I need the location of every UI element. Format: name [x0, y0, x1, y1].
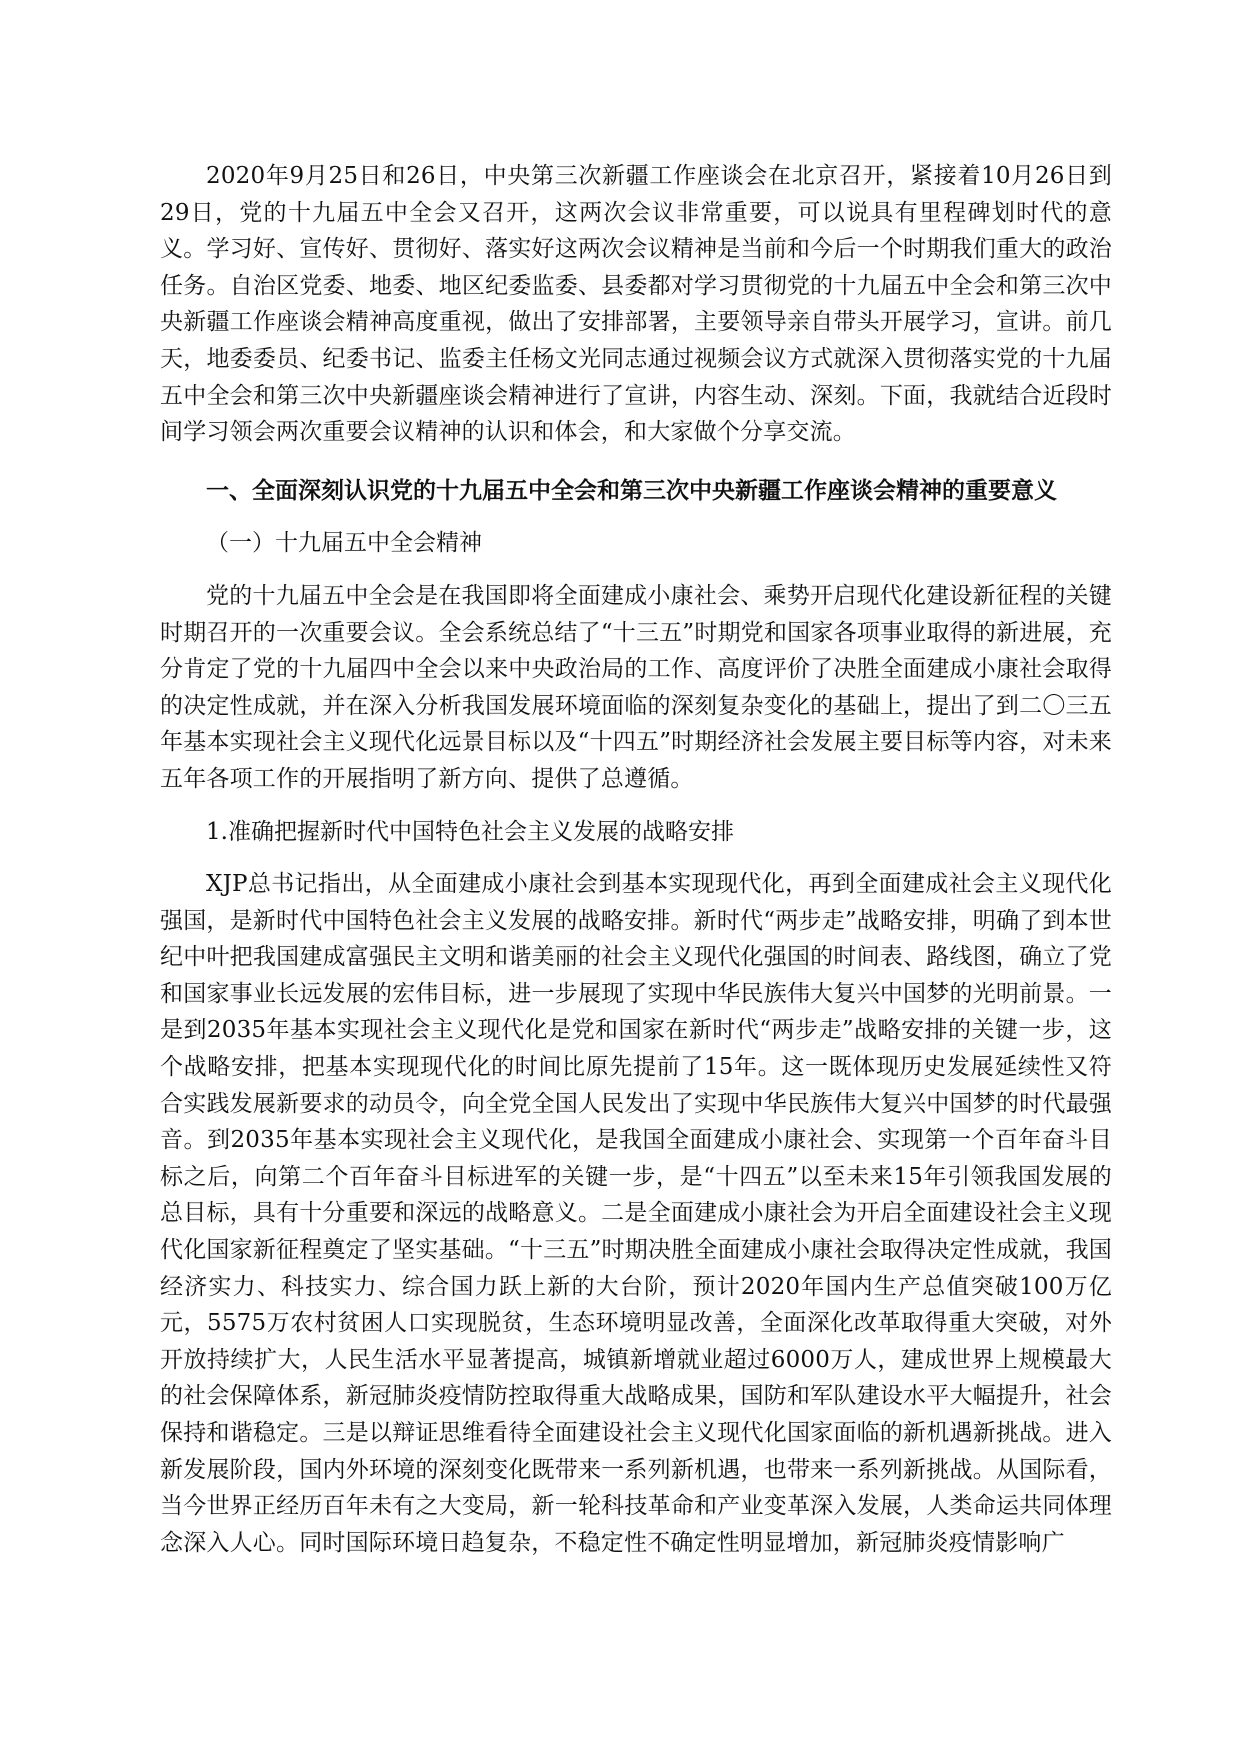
- section-heading-1: 一、全面深刻认识党的十九届五中全会和第三次中央新疆工作座谈会精神的重要意义: [206, 477, 1057, 504]
- body-paragraph-plenum: 党的十九届五中全会是在我国即将全面建成小康社会、乘势开启现代化建设新征程的关键时期召开的一次重要会议。全会系统总结了“十三五”时期党和国家各项事业取得的新进展，充分肯定了党的十九届四中全会以来中央政治局的工作、高度评价了决胜全面建成小康社会取得的决定性成就，并在深入分析我国发展环境面临的深刻复杂变化的基础上，提出了到二〇三五年基本实现社会主义现代化远景目标以及“十四五”时期经济社会发展主要目标等内容，对未来五年各项工作的开展指明了新方向、提供了总遵循。: [160, 582, 1112, 792]
- body-paragraph-strategy: XJP总书记指出，从全面建成小康社会到基本实现现代化，再到全面建成社会主义现代化强国，是新时代中国特色社会主义发展的战略安排。新时代“两步走”战略安排，明确了到本世纪中叶把我国建成富强民主文明和谐美丽的社会主义现代化强国的时间表、路线图，确立了党和国家事业长远发展的宏伟目标，进一步展现了实现中华民族伟大复兴中国梦的光明前景。一是到2035年基本实现社会主义现代化是党和国家在新时代“两步走”战略安排的关键一步，这个战略安排，把基本实现现代化的时间比原先提前了15年。这一既体现历史发展延续性又符合实践发展新要求的动员令，向全党全国人民发出了实现中华民族伟大复兴中国梦的时代最强音。到2035年基本实现社会主义现代化，是我国全面建成小康社会、实现第一个百年奋斗目标之后，向第二个百年奋斗目标进军的关键一步，是“十四五”以至未来15年引领我国发展的总目标，具有十分重要和深远的战略意义。二是全面建成小康社会为开启全面建设社会主义现代化国家新征程奠定了坚实基础。“十三五”时期决胜全面建成小康社会取得决定性成就，我国经济实力、科技实力、综合国力跃上新的大台阶，预计2020年国内生产总值突破100万亿元，5575万农村贫困人口实现脱贫，生态环境明显改善，全面深化改革取得重大突破，对外开放持续扩大，人民生活水平显著提高，城镇新增就业超过6000万人，建成世界上规模最大的社会保障体系，新冠肺炎疫情防控取得重大战略成果，国防和军队建设水平大幅提升，社会保持和谐稳定。三是以辩证思维看待全面建设社会主义现代化国家面临的新机遇新挑战。进入新发展阶段，国内外环境的深刻变化既带来一系列新机遇，也带来一系列新挑战。从国际看，当今世界正经历百年未有之大变局，新一轮科技革命和产业变革深入发展，人类命运共同体理念深入人心。同时国际环境日趋复杂，不稳定性不确定性明显增加，新冠肺炎疫情影响广: [160, 871, 1112, 1556]
- subsection-heading-1: （一）十九届五中全会精神: [206, 530, 482, 557]
- intro-paragraph: 2020年9月25日和26日，中央第三次新疆工作座谈会在北京召开，紧接着10月26日到29日，党的十九届五中全会又召开，这两次会议非常重要，可以说具有里程碑划时代的意义。学习好、宣传好、贯彻好、落实好这两次会议精神是当前和今后一个时期我们重大的政治任务。自治区党委、地委、地区纪委监委、县委都对学习贯彻党的十九届五中全会和第三次中央新疆工作座谈会精神高度重视，做出了安排部署，主要领导亲自带头开展学习，宣讲。前几天，地委委员、纪委书记、监委主任杨文光同志通过视频会议方式就深入贯彻落实党的十九届五中全会和第三次中央新疆座谈会精神进行了宣讲，内容生动、深刻。下面，我就结合近段时间学习领会两次重要会议精神的认识和体会，和大家做个分享交流。: [160, 163, 1112, 446]
- point-heading-1: 1.准确把握新时代中国特色社会主义发展的战略安排: [206, 818, 734, 845]
